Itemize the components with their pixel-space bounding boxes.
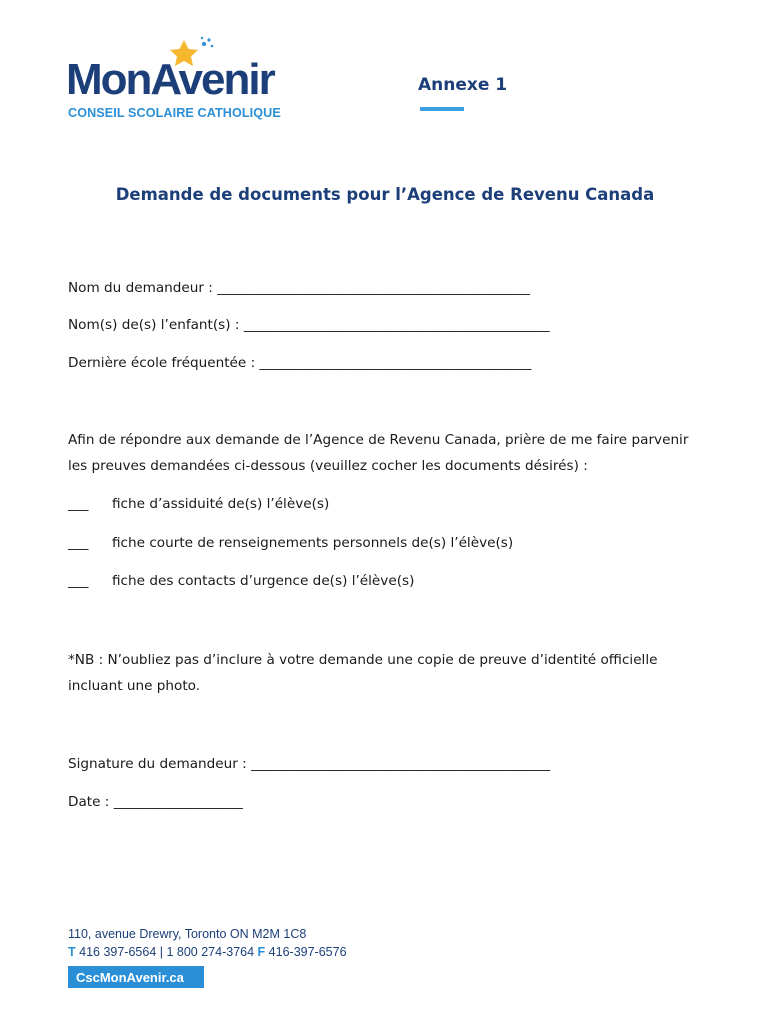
check-blank[interactable]: ___ — [68, 573, 89, 589]
school-board-logo — [66, 36, 281, 126]
checklist-label: fiche d’assiduité de(s) l’élève(s) — [112, 496, 330, 512]
check-blank[interactable]: ___ — [68, 496, 89, 512]
phone-numbers: 416 397-6564 | 1 800 274-3764 — [79, 945, 255, 959]
footer-contact — [68, 945, 347, 959]
logo-wordmark: MonAvenir — [66, 55, 274, 104]
footer-address: 110, avenue Drewry, Toronto ON M2M 1C8 — [68, 927, 307, 941]
annexe-label: Annexe 1 — [418, 75, 508, 95]
note-line-2: incluant une photo. — [68, 678, 201, 694]
website-link[interactable]: CscMonAvenir.ca — [68, 966, 204, 988]
logo-subtitle: CONSEIL SCOLAIRE CATHOLIQUE — [68, 106, 281, 120]
requester-name-field[interactable]: Nom du demandeur : ______________________________________________ — [68, 280, 530, 296]
fax-label: F — [257, 945, 266, 959]
checklist-item-attendance[interactable] — [68, 498, 329, 512]
fax-number: 416-397-6576 — [268, 945, 347, 959]
intro-line-2: les preuves demandées ci-dessous (veuillez cocher les documents désirés) : — [68, 458, 588, 474]
annexe-underline — [420, 107, 464, 111]
checklist-item-personal-info[interactable] — [68, 537, 513, 551]
children-names-field[interactable]: Nom(s) de(s) l’enfant(s) : _____________________________________________ — [68, 317, 550, 333]
checklist-label: fiche courte de renseignements personnels de(s) l’élève(s) — [112, 535, 514, 551]
date-field[interactable]: Date : ___________________ — [68, 794, 243, 810]
check-blank[interactable]: ___ — [68, 535, 89, 551]
phone-label: T — [68, 945, 76, 959]
checklist-label: fiche des contacts d’urgence de(s) l’élève(s) — [112, 573, 415, 589]
document-title: Demande de documents pour l’Agence de Revenu Canada — [115, 185, 655, 204]
checklist-item-emergency-contacts[interactable] — [68, 575, 414, 589]
last-school-field[interactable]: Dernière école fréquentée : ________________________________________ — [68, 355, 532, 371]
note-line-1: *NB : N’oubliez pas d’inclure à votre demande une copie de preuve d’identité officielle — [68, 652, 658, 668]
signature-field[interactable]: Signature du demandeur : ____________________________________________ — [68, 756, 551, 772]
intro-line-1: Afin de répondre aux demande de l’Agence de Revenu Canada, prière de me faire parvenir — [68, 432, 689, 448]
